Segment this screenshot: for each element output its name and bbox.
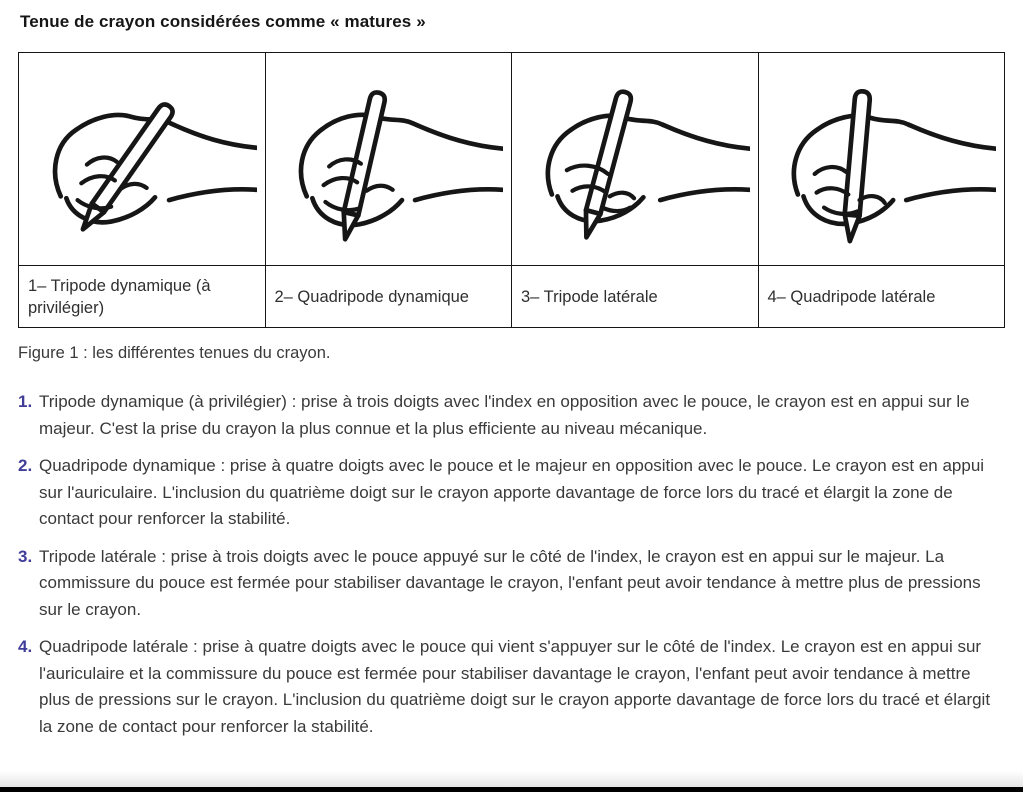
list-item-number: 3. [18,546,33,566]
list-item-number: 2. [18,456,33,475]
list-item-text: Tripode latérale : prise à trois doigts avec le pouce appuyé sur le côté de l'index, le crayon est en appui sur le majeur. La commissure du pouce est fermée pour stabiliser davantage le crayon, l'enfant peut avoir tendance à mettre plus de pressions sur le crayon. [39,546,981,619]
window-bottom-edge [0,787,1023,792]
pencil-grip-table [18,52,1005,328]
bottom-fade-gradient [0,771,1023,787]
page-title: Tenue de crayon considérées comme « matures » [20,12,426,31]
list-item-number: 4. [18,637,33,656]
grip-caption-cell: 1– Tripode dynamique (à privilégier) [19,266,266,328]
list-item-text: Quadripode dynamique : prise à quatre doigts avec le pouce et le majeur en opposition avec le pouce. Le crayon est en appui sur l'auriculaire. L'inclusion du quatrième doigt sur le crayon apporte davantage de force lors du tracé et élargit la zone de contact pour renforcer la stabilité. [39,456,985,528]
grip-illustration-row [19,53,1005,266]
hand-grip-quadripode-laterale-illustration [766,60,996,258]
grip-list-item [18,544,1005,624]
grip-caption-cell: 4– Quadripode latérale [758,266,1005,328]
grip-caption-row [19,266,1005,328]
grip-list-item [18,453,1005,533]
hand-grip-tripode-laterale-illustration [520,60,750,258]
grip-caption-cell: 2– Quadripode dynamique [265,266,512,328]
grip-illustration-cell [512,53,759,266]
grip-illustration-cell [758,53,1005,266]
hand-grip-tripode-dynamique-illustration [27,60,257,258]
list-item-number: 1. [18,392,33,411]
figure-caption: Figure 1 : les différentes tenues du crayon. [18,344,331,362]
grip-description-list [18,389,1005,740]
list-item-text: Tripode dynamique (à privilégier) : prise à trois doigts avec l'index en opposition avec le pouce, le crayon est en appui sur le majeur. C'est la prise du crayon la plus connue et la plus efficiente au niveau mécanique. [39,392,970,438]
hand-grip-quadripode-dynamique-illustration [273,60,503,258]
grip-illustration-cell [19,53,266,266]
list-item-text: Quadripode latérale : prise à quatre doigts avec le pouce qui vient s'appuyer sur le côté de l'index. Le crayon est en appui sur l'auriculaire et la commissure du pouce est fermée pour stabiliser davantage le crayon, l'enfant peut avoir tendance à mettre plus de pressions sur le crayon. L'inclusion du quatrième doigt sur le crayon apporte davantage de force lors du tracé et élargit la zone de contact pour renforcer la stabilité. [39,637,991,736]
grip-list-item [18,389,1005,442]
grip-illustration-cell [265,53,512,266]
grip-caption-cell: 3– Tripode latérale [512,266,759,328]
grip-list-item [18,634,1005,740]
